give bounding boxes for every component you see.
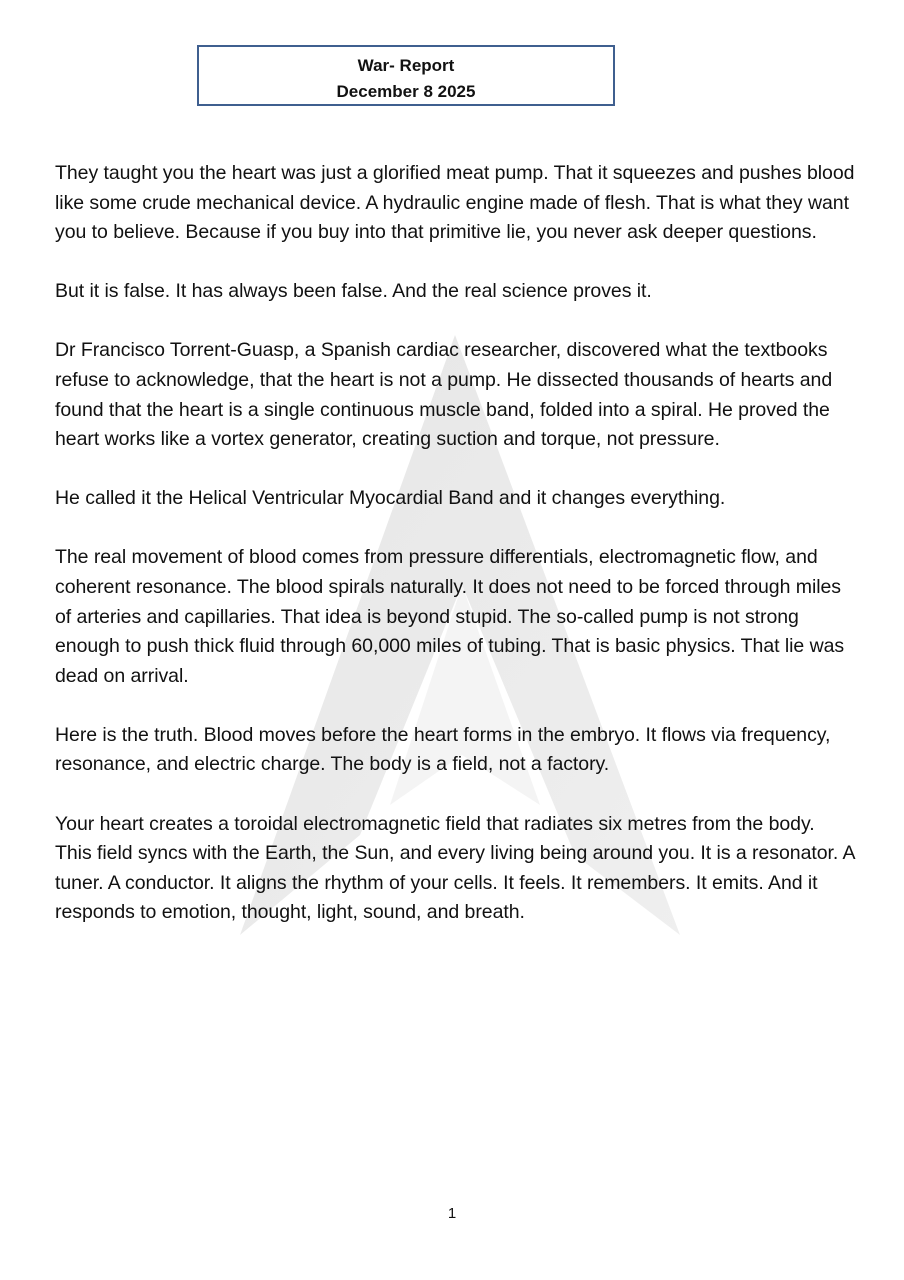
paragraph: The real movement of blood comes from pressure differentials, electromagnetic flow, and coherent resonance. The blood spirals naturally. It does not need to be forced through miles of arteries and capillaries. That idea is beyond stupid. The so-called pump is not strong enough to push thick fluid through 60,000 miles of tubing. That is basic physics. That lie was dead on arrival.: [55, 546, 845, 687]
paragraph: Dr Francisco Torrent-Guasp, a Spanish cardiac researcher, discovered what the textbooks refuse to acknowledge, that the heart is not a pump. He dissected thousands of hearts and found that the heart is a single continuous muscle band, folded into a spiral. He proved the heart works like a vortex generator, creating suction and torque, not pressure.: [55, 339, 833, 451]
document-body: [55, 159, 855, 957]
paragraph: He called it the Helical Ventricular Myocardial Band and it changes everything.: [55, 487, 726, 510]
paragraph: They taught you the heart was just a glorified meat pump. That it squeezes and pushes blood like some crude mechanical device. A hydraulic engine made of flesh. That is what they want you to believe. Because if you buy into that primitive lie, you never ask deeper questions.: [55, 162, 855, 244]
report-date: December 8 2025: [336, 82, 476, 101]
paragraph: Your heart creates a toroidal electromagnetic field that radiates six metres from the body. This field syncs with the Earth, the Sun, and every living being around you. It is a resonator. A tuner. A conductor. It aligns the rhythm of your cells. It feels. It remembers. It emits. And it responds to emotion, thought, light, sound, and breath.: [55, 812, 855, 924]
page-number: 1: [447, 1205, 457, 1222]
paragraph: Here is the truth. Blood moves before the heart forms in the embryo. It flows via frequency, resonance, and electric charge. The body is a field, not a factory.: [55, 723, 831, 776]
report-header-box: [197, 45, 615, 106]
paragraph: But it is false. It has always been false. And the real science proves it.: [55, 280, 652, 303]
report-title: War- Report: [357, 56, 455, 75]
